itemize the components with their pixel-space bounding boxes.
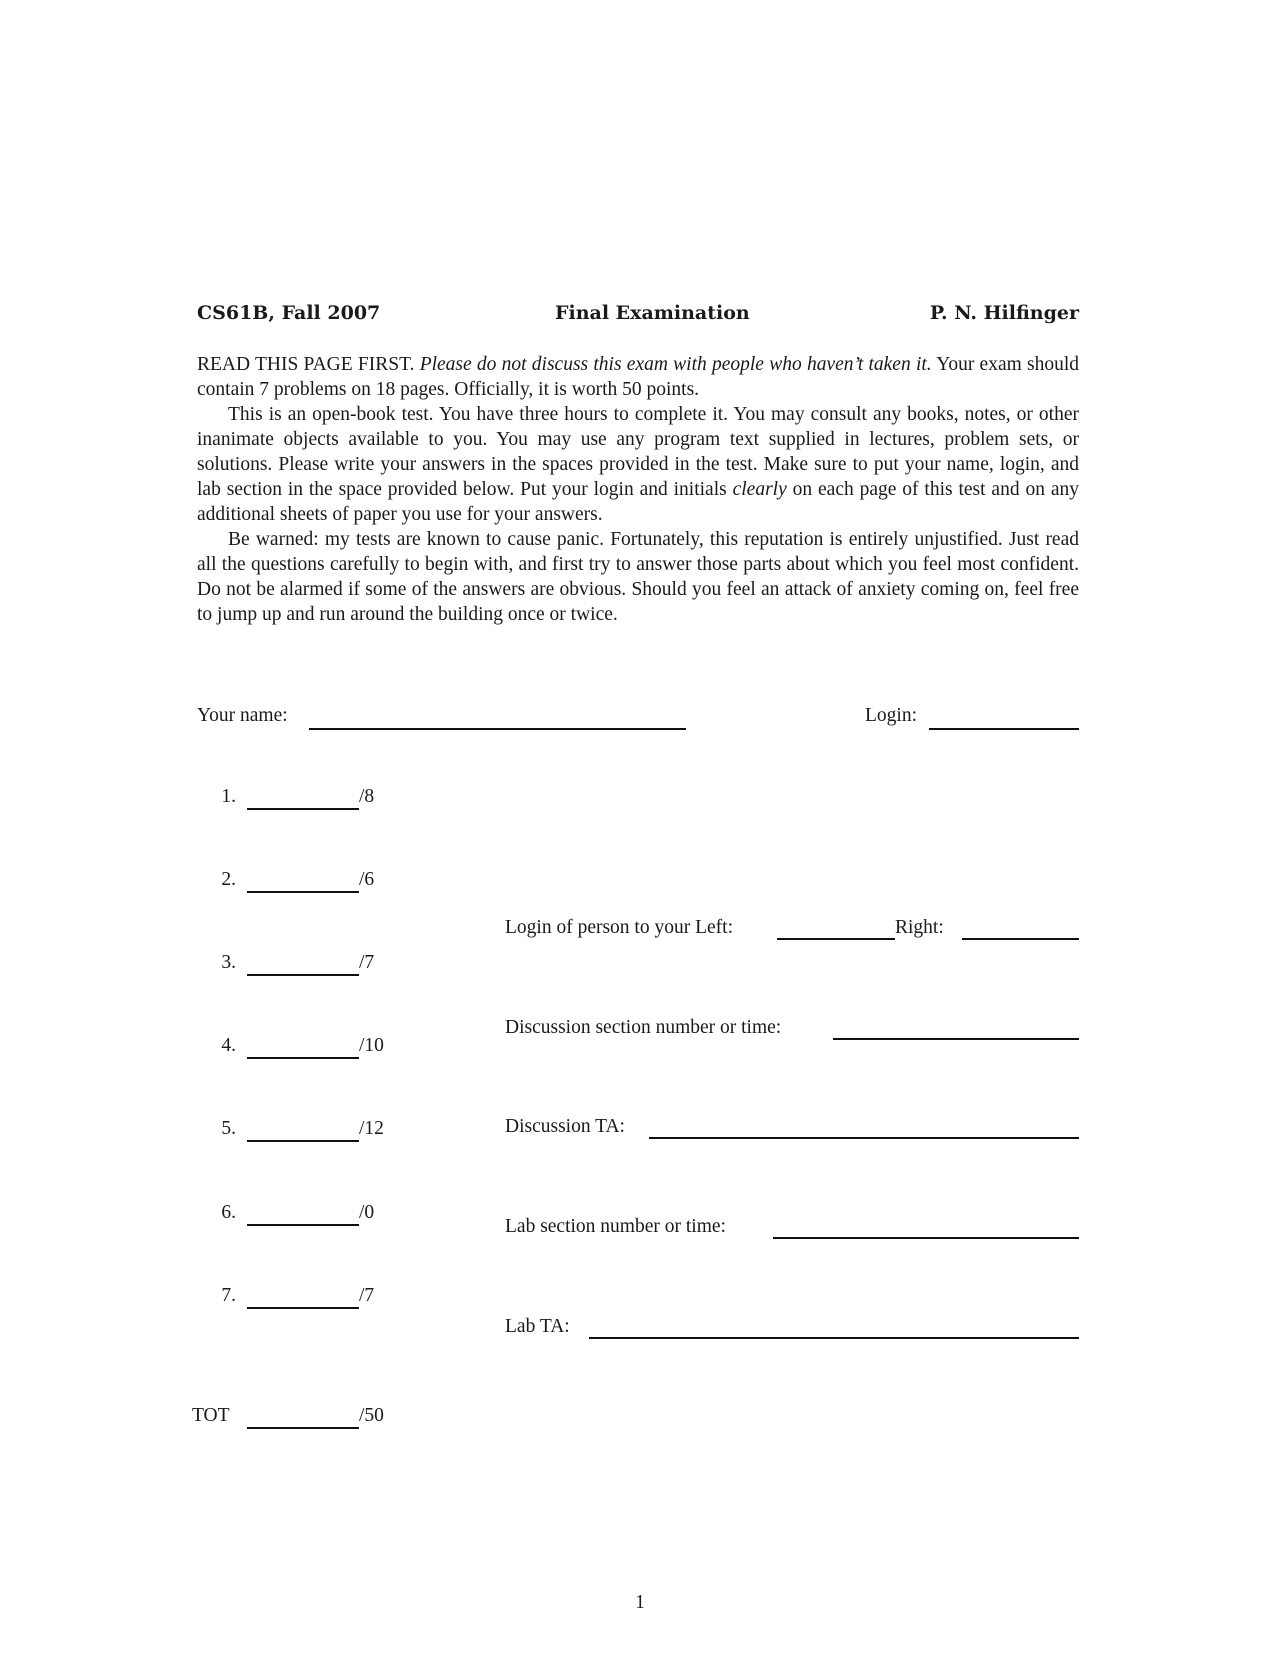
discussion-section-field[interactable]	[833, 1038, 1079, 1040]
exam-contents-note: Your exam should contain 7 problems on 18 pages. Officially, it is worth 50 points.	[197, 354, 1080, 400]
do-not-discuss-note: Please do not discuss this exam with people who haven’t taken it.	[419, 354, 932, 375]
total-max-points: /50	[359, 1405, 384, 1426]
problem-number: 4.	[221, 1035, 236, 1056]
instructions-paragraph-2	[197, 402, 1079, 527]
login-label: Login:	[865, 705, 917, 726]
lab-ta-label: Lab TA:	[505, 1316, 570, 1337]
max-points: /0	[359, 1202, 375, 1223]
total-score-field[interactable]	[247, 1427, 359, 1429]
exam-title: Final Examination	[555, 302, 750, 324]
instructor-name: P. N. Hilfinger	[929, 302, 1079, 324]
lab-section-label: Lab section number or time:	[505, 1216, 726, 1237]
score-field[interactable]	[247, 808, 359, 810]
login-field[interactable]	[929, 728, 1079, 730]
login-right-field[interactable]	[962, 938, 1079, 940]
max-points: /6	[359, 869, 375, 890]
problem-number: 5.	[221, 1118, 236, 1139]
score-field[interactable]	[247, 1224, 359, 1226]
max-points: /10	[359, 1035, 384, 1056]
page-number: 1	[635, 1592, 645, 1613]
max-points: /12	[359, 1118, 384, 1139]
lab-section-field[interactable]	[773, 1237, 1079, 1239]
score-field[interactable]	[247, 974, 359, 976]
open-book-text: This is an open-book test. You have three hours to complete it. You may consult any books, notes, or other inanimate objects available to you. You may use any program text supplied in lectures, problem sets, or solutions. Please write your answers in the spaces provided in the test. Make sure to put your name, login, and lab section in the space provided below. Put your login and initials	[197, 404, 1079, 500]
login-left-label: Login of person to your Left:	[505, 917, 733, 938]
problem-number: 7.	[221, 1285, 236, 1306]
score-field[interactable]	[247, 891, 359, 893]
problem-number: 2.	[221, 869, 236, 890]
instructions-paragraph-3: Be warned: my tests are known to cause panic. Fortunately, this reputation is entirely unjustified. Just read all the questions carefully to begin with, and first try to answer those parts about which you feel most confident. Do not be alarmed if some of the answers are obvious. Should you feel an attack of anxiety coming on, feel free to jump up and run around the building once or twice.	[197, 529, 1079, 625]
discussion-ta-field[interactable]	[649, 1137, 1079, 1139]
clearly-emphasis: clearly	[732, 479, 787, 500]
read-first-lead: READ THIS PAGE FIRST.	[197, 354, 415, 375]
problem-number: 1.	[221, 786, 236, 807]
problem-number: 6.	[221, 1202, 236, 1223]
course-title: CS61B, Fall 2007	[197, 302, 381, 324]
right-label: Right:	[895, 917, 944, 938]
max-points: /7	[359, 952, 375, 973]
score-field[interactable]	[247, 1057, 359, 1059]
your-name-field[interactable]	[309, 728, 686, 730]
your-name-label: Your name:	[197, 705, 288, 726]
score-field[interactable]	[247, 1140, 359, 1142]
discussion-section-label: Discussion section number or time:	[505, 1017, 782, 1038]
max-points: /7	[359, 1285, 375, 1306]
answers-sheet-text: on each page of this test and on any additional sheets of paper you use for your answers.	[197, 479, 1080, 525]
max-points: /8	[359, 786, 375, 807]
score-field[interactable]	[247, 1307, 359, 1309]
total-label: TOT	[192, 1405, 230, 1426]
discussion-ta-label: Discussion TA:	[505, 1116, 625, 1137]
instructions	[197, 352, 1079, 627]
lab-ta-field[interactable]	[589, 1337, 1079, 1339]
problem-number: 3.	[221, 952, 236, 973]
login-left-field[interactable]	[777, 938, 895, 940]
instructions-paragraph-1	[197, 352, 1079, 402]
